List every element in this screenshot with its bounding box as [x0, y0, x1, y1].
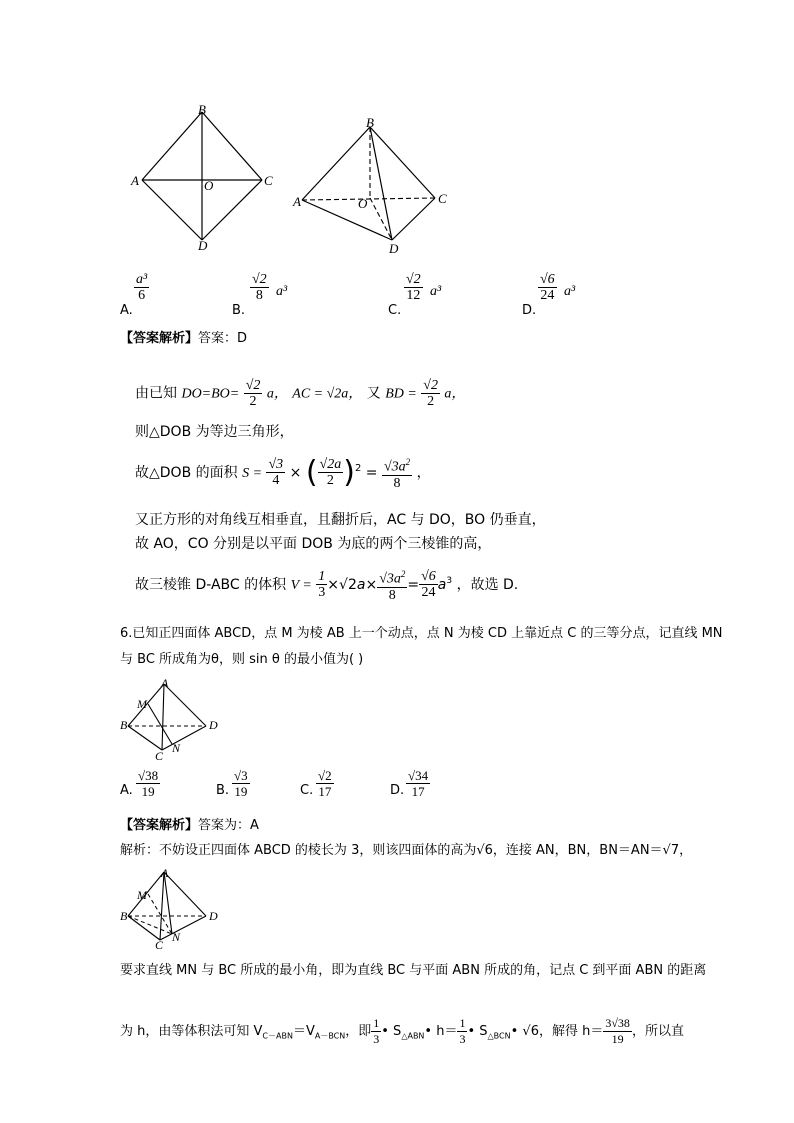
q6-stem-line1: 6.已知正四面体 ABCD，点 M 为棱 AB 上一个动点，点 N 为棱 CD 上靠近点 C 的三等分点，记直线 MN	[120, 626, 723, 641]
tetra-label-m: M	[137, 697, 147, 711]
q6-stem-line2: 与 BC 所成角为θ，则 sin θ 的最小值为( )	[120, 652, 364, 667]
q6-sol-line2: 要求直线 MN 与 BC 所成的最小角，即为直线 BC 与平面 ABN 所成的角，记点 C 到平面 ABN 的距离	[120, 963, 707, 978]
tetra2-label-c: C	[155, 938, 164, 952]
tetra-label-a: A	[161, 676, 169, 690]
q6-answer: 【答案解析】答案为：A	[120, 818, 259, 833]
tetra-label-n: N	[172, 741, 181, 755]
q6-sol-line1: 解析：不妨设正四面体 ABCD 的棱长为 3，则该四面体的高为√6，连接 AN，BN，BN＝AN＝√7，	[120, 843, 693, 858]
q5-sol-line2: 则△DOB 为等边三角形，	[135, 424, 294, 440]
tetra-label-d: D	[209, 718, 218, 732]
square-label-a: A	[131, 173, 139, 188]
tetra-label-c: C	[155, 749, 164, 763]
pyramid-label-c: C	[438, 191, 447, 206]
q5-sol-line6: 故三棱锥 D-ABC 的体积 V = $\frac{1}{3}$ ×√2a× $\frac{√3a^2}{8}$ = $\frac{√6}{24}$ $a^3$ ，故选 D.	[135, 569, 519, 603]
tetra2-label-n: N	[172, 930, 181, 944]
tetra2-label-a: A	[161, 866, 169, 880]
square-label-o: O	[204, 178, 214, 193]
tetra-label-b: B	[120, 718, 128, 732]
tetra2-label-b: B	[120, 909, 128, 923]
q6-sol-line3: 为 h，由等体积法可知 $V_{C-ABN}=V_{A-BCN}$，即 $\frac{1}{3}$ • $S_{\triangle ABN}•$ h＝ $\frac{1}{3}$ • $S_{\triangle BCN}•$ √6，解得 h＝ $\frac{3√38}{19}$ ，所以直	[120, 1016, 684, 1046]
pyramid-label-d: D	[389, 241, 399, 256]
q5-sol-line4: 又正方形的对角线互相垂直，且翻折后，AC 与 DO，BO 仍垂直，	[135, 512, 546, 528]
q5-sol-line1: 由已知 DO=BO= $\frac{√2}{2}$ a， AC = √2a， 又 BD = $\frac{√2}{2}$ a，	[135, 378, 466, 409]
q5-sol-line3: 故△DOB 的面积 S = $\frac{√3}{4}$ × ( $\frac{√2a}{2}$ )$^2$ = $\frac{√3a^2}{8}$ ，	[135, 454, 431, 491]
square-label-c: C	[264, 173, 273, 188]
pyramid-label-b: B	[366, 115, 374, 130]
pyramid-figure	[290, 115, 460, 255]
q5-answer: 【答案解析】答案：D	[120, 331, 248, 346]
tetra2-label-d: D	[209, 909, 218, 923]
pyramid-label-a: A	[293, 194, 301, 209]
q5-sol-line5: 故 AO，CO 分别是以平面 DOB 为底的两个三棱锥的高，	[135, 536, 492, 552]
tetra2-label-m: M	[137, 888, 147, 902]
square-label-b: B	[198, 102, 206, 117]
square-label-d: D	[198, 238, 208, 253]
pyramid-label-o: O	[358, 196, 368, 211]
